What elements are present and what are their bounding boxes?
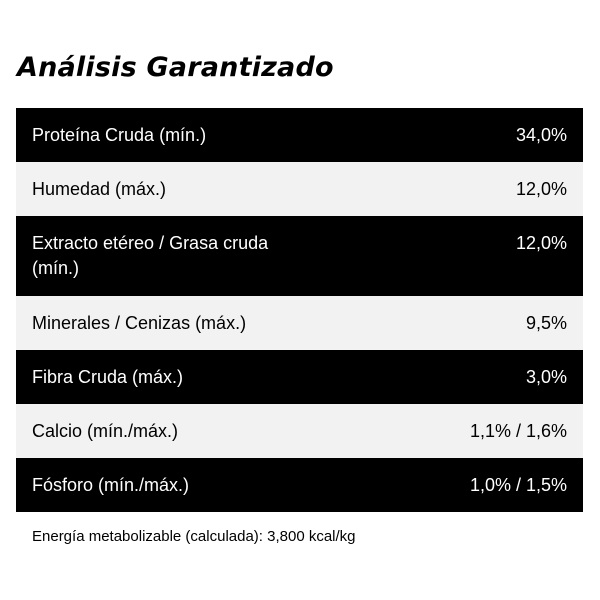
table-row: [16, 404, 583, 458]
nutrient-value: 1,0% / 1,5%: [469, 475, 567, 495]
nutrient-label: Proteína Cruda (mín.): [32, 125, 207, 145]
nutrient-value: 9,5%: [525, 313, 567, 333]
table-row: [16, 108, 583, 162]
nutrient-label: Fibra Cruda (máx.): [32, 367, 184, 387]
nutrient-label: Humedad (máx.): [32, 179, 167, 199]
analysis-table: [16, 108, 583, 512]
table-row: [16, 458, 583, 512]
nutrient-value: 12,0%: [515, 179, 567, 199]
nutrient-label: Calcio (mín./máx.): [32, 421, 179, 441]
table-row: [16, 216, 583, 296]
nutrient-label: Minerales / Cenizas (máx.): [32, 313, 247, 333]
nutrient-value: 12,0%: [515, 233, 567, 253]
table-row: [16, 350, 583, 404]
nutrient-label: Fósforo (mín./máx.): [32, 475, 190, 495]
nutrient-value: 1,1% / 1,6%: [469, 421, 567, 441]
table-row: [16, 162, 583, 216]
page-title: Análisis Garantizado: [17, 52, 334, 83]
nutrient-value: 3,0%: [525, 367, 567, 387]
energy-footnote: Energía metabolizable (calculada): 3,800 kcal/kg: [32, 528, 356, 545]
nutrient-label: Extracto etéreo / Grasa cruda (mín.): [32, 233, 269, 278]
table-row: [16, 296, 583, 350]
nutrient-value: 34,0%: [515, 125, 567, 145]
